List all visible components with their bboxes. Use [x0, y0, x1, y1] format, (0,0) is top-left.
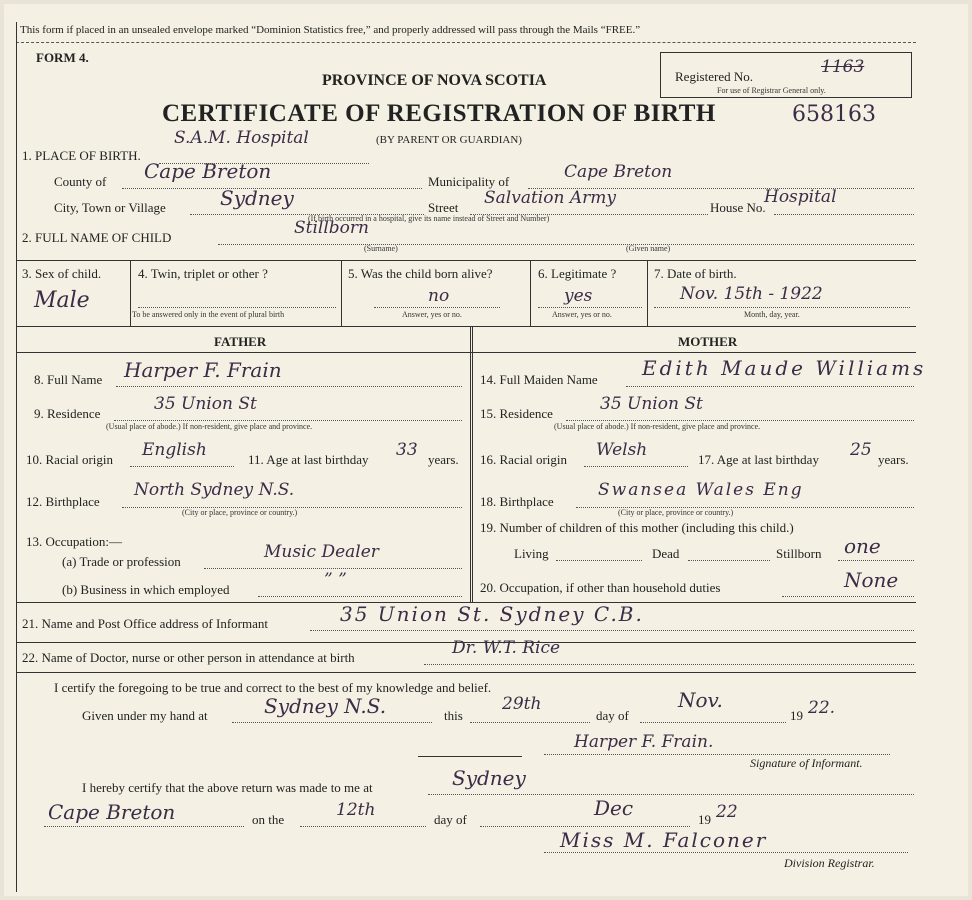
mother-age-label: 17. Age at last birthday — [698, 452, 819, 467]
left-border — [16, 22, 17, 892]
mother-occupation-label: 20. Occupation, if other than household duties — [480, 580, 721, 595]
father-residence-label: 9. Residence — [34, 406, 101, 421]
mother-racial-origin-value: Welsh — [596, 440, 648, 460]
occupation-label: 13. Occupation:— — [26, 534, 123, 549]
trade-value: Music Dealer — [264, 542, 379, 562]
mother-residence-label: 15. Residence — [480, 406, 553, 421]
birth-certificate — [4, 4, 968, 896]
registrar-county: Cape Breton — [48, 800, 176, 824]
street-label: Street — [428, 200, 459, 215]
father-residence-note: (Usual place of abode.) If non-resident, give place and province. — [106, 422, 313, 431]
registrar-day: 12th — [336, 800, 376, 820]
place-of-birth-label: 1. PLACE OF BIRTH. — [22, 148, 141, 163]
date-of-birth-value: Nov. 15th - 1922 — [680, 284, 823, 304]
given-under-label: Given under my hand at — [82, 708, 208, 723]
registered-box — [660, 52, 912, 98]
given-month: Nov. — [678, 688, 723, 712]
sex-label: 3. Sex of child. — [22, 266, 102, 281]
legitimate-note: Answer, yes or no. — [552, 310, 612, 319]
attendant-value: Dr. W.T. Rice — [452, 638, 561, 658]
registrar-month: Dec — [594, 796, 634, 820]
city-value: Sydney — [220, 186, 294, 210]
dead-label: Dead — [652, 546, 680, 561]
mother-birthplace-value: Swansea Wales Eng — [598, 480, 804, 500]
date-of-birth-note: Month, day, year. — [744, 310, 800, 319]
county-label: County of — [54, 174, 107, 189]
informant-label: 21. Name and Post Office address of Informant — [22, 616, 268, 631]
form-number: FORM 4. — [36, 50, 89, 65]
informant-signature: Harper F. Frain. — [574, 732, 714, 752]
registrar-certification: I hereby certify that the above return was made to me at — [82, 780, 373, 795]
mail-notice: This form if placed in an unsealed envelope marked “Dominion Statistics free,” and properly addressed will pass through the Mails “FREE.” — [20, 24, 641, 36]
sex-value: Male — [34, 288, 90, 313]
place-of-birth-value: S.A.M. Hospital — [174, 128, 309, 148]
municipality-value: Cape Breton — [564, 162, 673, 182]
born-alive-value: no — [428, 286, 450, 306]
certificate-number: 658163 — [792, 102, 876, 127]
mother-residence-value: 35 Union St — [600, 394, 703, 414]
house-label: House No. — [710, 200, 766, 215]
father-residence-value: 35 Union St — [154, 394, 257, 414]
plural-birth-label: 4. Twin, triplet or other ? — [138, 266, 268, 281]
municipality-label: Municipality of — [428, 174, 510, 189]
child-name-value: Stillborn — [294, 218, 369, 238]
stillborn-label: Stillborn — [776, 546, 822, 561]
mother-birthplace-note: (City or place, province or country.) — [618, 508, 734, 517]
informant-signature-label: Signature of Informant. — [750, 756, 863, 770]
father-birthplace-note: (City or place, province or country.) — [182, 508, 298, 517]
house-value: Hospital — [764, 187, 837, 207]
stillborn-value: one — [844, 534, 881, 558]
registrar-day-of-label: day of — [434, 812, 467, 827]
child-name-label: 2. FULL NAME OF CHILD — [22, 230, 172, 245]
given-year-prefix: 19 — [790, 708, 803, 723]
mother-residence-note: (Usual place of abode.) If non-resident, give place and province. — [554, 422, 761, 431]
registrar-year-prefix: 19 — [698, 812, 711, 827]
father-birthplace-label: 12. Birthplace — [26, 494, 100, 509]
legitimate-value: yes — [564, 286, 593, 306]
this-label: this — [444, 708, 463, 723]
registered-note: For use of Registrar General only. — [717, 86, 826, 95]
born-alive-note: Answer, yes or no. — [402, 310, 462, 319]
informant-value: 35 Union St. Sydney C.B. — [340, 602, 644, 626]
father-birthplace-value: North Sydney N.S. — [134, 480, 295, 500]
surname-note: (Surname) — [364, 244, 398, 253]
business-value: ” ” — [324, 570, 347, 590]
trade-label: (a) Trade or profession — [62, 554, 181, 569]
mother-age-unit: years. — [878, 452, 909, 467]
certificate-subtitle: (BY PARENT OR GUARDIAN) — [376, 134, 522, 146]
given-day: 29th — [502, 694, 542, 714]
registrar-signature-label: Division Registrar. — [784, 856, 875, 870]
father-racial-origin-label: 10. Racial origin — [26, 452, 114, 467]
living-label: Living — [514, 546, 549, 561]
father-age-value: 33 — [396, 440, 418, 460]
mother-name-label: 14. Full Maiden Name — [480, 372, 598, 387]
county-value: Cape Breton — [144, 159, 272, 183]
registered-label: Registered No. — [675, 69, 753, 84]
province-heading: PROVINCE OF NOVA SCOTIA — [322, 72, 547, 89]
registrar-place: Sydney — [452, 766, 526, 790]
registered-struck-number: 1163 — [821, 57, 865, 77]
certificate-title: CERTIFICATE OF REGISTRATION OF BIRTH — [162, 100, 716, 127]
given-year: 22. — [808, 698, 836, 718]
top-rule — [16, 42, 916, 43]
mother-birthplace-label: 18. Birthplace — [480, 494, 554, 509]
father-heading: FATHER — [214, 334, 267, 349]
business-label: (b) Business in which employed — [62, 582, 230, 597]
legitimate-label: 6. Legitimate ? — [538, 266, 617, 281]
father-name-value: Harper F. Frain — [124, 358, 282, 382]
hospital-note: (If birth occurred in a hospital, give its name instead of Street and Number) — [308, 214, 550, 223]
mother-racial-origin-label: 16. Racial origin — [480, 452, 568, 467]
date-of-birth-label: 7. Date of birth. — [654, 266, 737, 281]
mother-age-value: 25 — [850, 440, 872, 460]
registrar-year: 22 — [716, 802, 738, 822]
attendant-label: 22. Name of Doctor, nurse or other person in attendance at birth — [22, 650, 355, 665]
father-age-label: 11. Age at last birthday — [248, 452, 369, 467]
informant-certification: I certify the foregoing to be true and correct to the best of my knowledge and belief. — [54, 680, 492, 695]
father-name-label: 8. Full Name — [34, 372, 103, 387]
children-count-label: 19. Number of children of this mother (including this child.) — [480, 520, 794, 535]
plural-birth-note: To be answered only in the event of plural birth — [132, 310, 285, 319]
mother-name-value: Edith Maude Williams — [642, 356, 927, 380]
given-name-note: (Given name) — [626, 244, 671, 253]
born-alive-label: 5. Was the child born alive? — [348, 266, 493, 281]
registrar-signature: Miss M. Falconer — [560, 828, 768, 852]
registrar-on-label: on the — [252, 812, 285, 827]
city-label: City, Town or Village — [54, 200, 166, 215]
mother-heading: MOTHER — [678, 334, 738, 349]
given-place: Sydney N.S. — [264, 694, 387, 718]
given-day-of-label: day of — [596, 708, 629, 723]
father-age-unit: years. — [428, 452, 459, 467]
street-value: Salvation Army — [484, 188, 616, 208]
father-racial-origin-value: English — [142, 440, 207, 460]
mother-occupation-value: None — [844, 568, 899, 592]
